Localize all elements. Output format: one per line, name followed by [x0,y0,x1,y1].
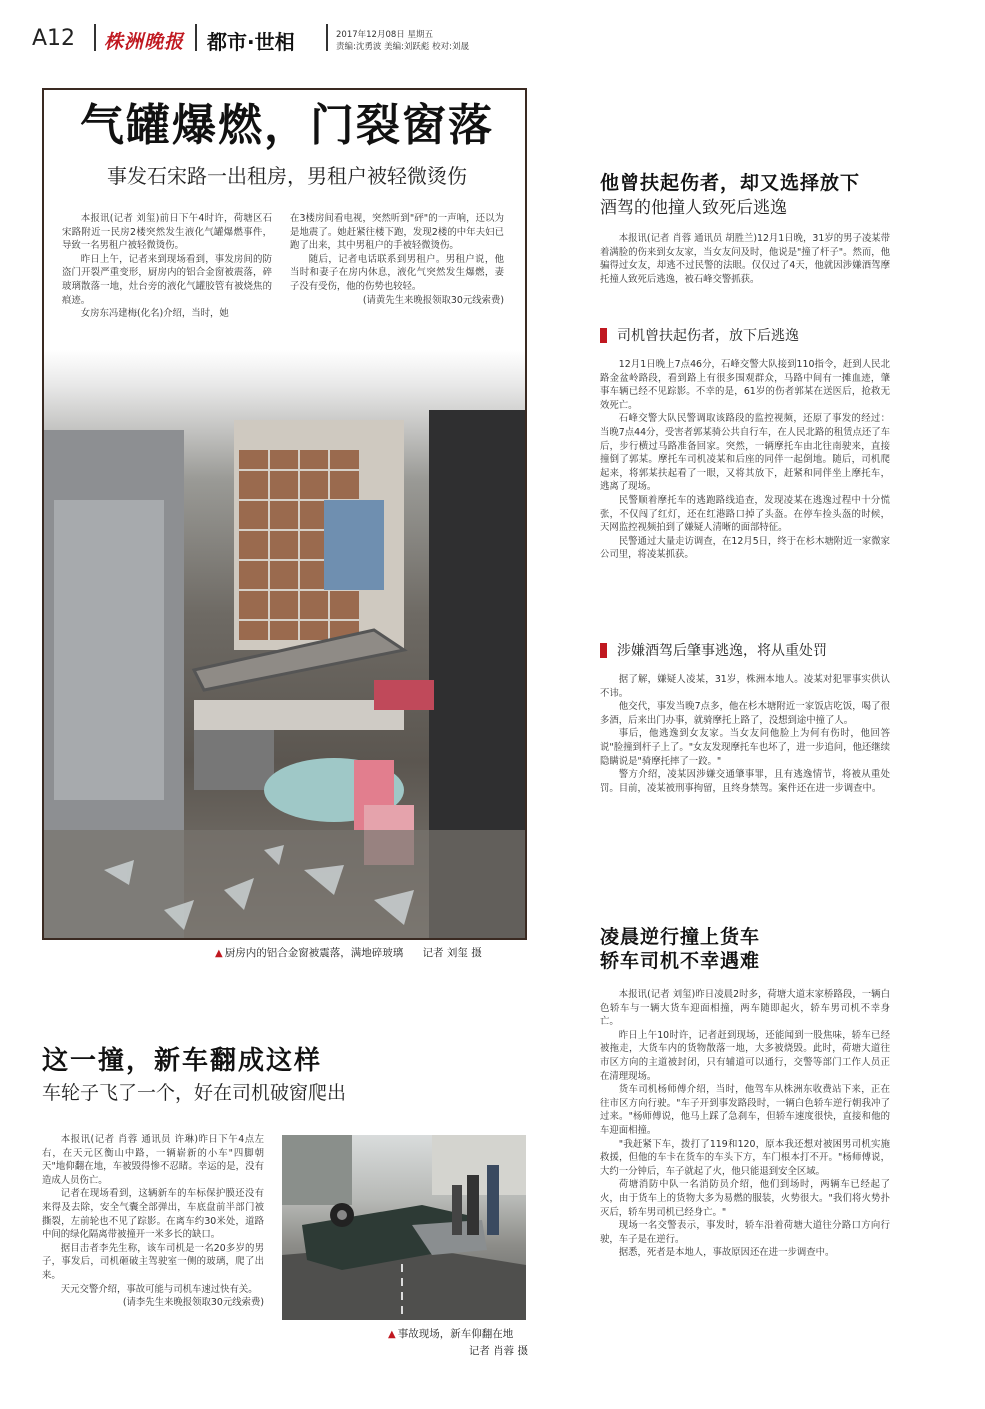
paragraph: 本报讯(记者 肖蓉 通讯员 胡胜兰)12月1日晚，31岁的男子凌某带着满脸的伤来到女友家，当女友问及时，他说是"撞了杆子"。然而，他骗得过女友，却逃不过民警的法眼。仅仅过了4天，他就因涉嫌酒驾摩托撞人致死后逃逸，被石峰交警抓获。 [600,233,890,285]
paragraph: 天元交警介绍，事故可能与司机车速过快有关。 [60,1283,258,1295]
paragraph: 货车司机杨师傅介绍，当时，他驾车从株洲东收费站下来，正在往市区方向行驶。"车子开到事发路段时，一辆白色轿车逆行朝我冲了过来。"杨师傅说，他马上踩了急刹车，但轿车速度很快，直接和他的车迎面相撞。 [600,1084,890,1136]
date-line: 2017年12月08日 星期五 [336,30,433,40]
subhead-text: 司机曾扶起伤者，放下后逃逸 [617,328,799,344]
story1-col1 [62,212,272,321]
paragraph: 事后，他逃逸到女友家。当女友问他脸上为何有伤时，他回答说"脸撞到杆子上了。"女友发现摩托车也坏了，进一步追问，他还继续隐瞒说是"骑摩托摔了一跤。" [600,728,890,767]
header-divider [94,24,96,51]
paragraph: 他交代，事发当晚7点多，他在杉木塘附近一家饭店吃饭，喝了很多酒，后来出门办事，就骑摩托上路了，没想到途中撞了人。 [600,701,890,726]
paper-logo: 株洲晚报 [104,31,185,53]
story2-subhead-2 [600,640,827,660]
story4-caption [388,1326,528,1358]
story2-section1 [600,358,890,562]
header-divider [195,24,197,51]
story3-body [600,988,890,1260]
story3-title-line1: 凌晨逆行撞上货车 [600,926,761,948]
paragraph: 民警通过大量走访调查，在12月5日，终于在杉木塘附近一家微家公司里，将凌某抓获。 [600,535,890,561]
story4-title: 这一撞，新车翻成这样 [42,1046,323,1076]
page-header [0,0,985,60]
paragraph: 据了解，嫌疑人凌某，31岁，株洲本地人。凌某对犯罪事实供认不讳。 [600,674,890,699]
paragraph: 石峰交警大队民警调取该路段的监控视频，还原了事发的经过：当晚7点44分，受害者郭某骑公共自行车，在人民北路的租赁点还了车后，步行横过马路准备回家。突然，一辆摩托车由北往南驶来，直接撞倒了郭某。摩托车司机凌某和后座的同伴一起倒地。随后，司机爬起来，将郭某扶起看了一眼，又将其放下，赶紧和同伴坐上摩托车，逃离了现场。 [600,413,890,493]
story4-subtitle: 车轮子飞了一个，好在司机破窗爬出 [42,1082,347,1104]
paragraph: (请李先生来晚报领取30元线索费) [122,1297,264,1309]
paragraph: 12月1日晚上7点46分，石峰交警大队接到110指令，赶到人民北路金盆岭路段，看到路上有很多围观群众，马路中间有一摊血迹，肇事车辆已经不见踪影。不幸的是，61岁的伤者郭某在送医后，抢救无效死亡。 [600,359,890,411]
story2-subtitle: 酒驾的他撞人致死后逃逸 [600,198,787,218]
kitchen-photo [44,350,525,938]
story1-col2 [290,212,504,307]
story2-subhead-1 [600,325,799,345]
page-number: A12 [32,26,76,51]
story3-title-line2: 轿车司机不幸遇难 [600,950,761,972]
story1-title: 气罐爆燃，门裂窗落 [80,100,494,151]
subhead-bar-icon [600,643,607,658]
paragraph: 据目击者李先生称，该车司机是一名20多岁的男子，事发后，司机砸破主驾驶室一侧的玻璃，爬了出来。 [42,1242,264,1281]
paragraph: 民警顺着摩托车的逃跑路线追查，发现凌某在逃逸过程中十分慌张，不仅闯了红灯，还在红港路口掉了头盔。在停车捡头盔的时候，天网监控视频拍到了嫌疑人清晰的面部特征。 [600,494,890,534]
paragraph: 警方介绍，凌某因涉嫌交通肇事罪，且有逃逸情节，将被从重处罚。目前，凌某被刑事拘留，且终身禁驾。案件还在进一步调查中。 [600,769,890,794]
photo-credit: 记者 肖蓉 摄 [468,1345,528,1357]
editor-line: 责编:沈勇波 美编:刘跃彪 校对:刘晟 [336,42,469,52]
paragraph: 荷塘消防中队一名消防员介绍，他们到场时，两辆车已经起了火，由于货车上的货物大多为易燃的服装，火势很大。"我们将火势扑灭后，轿车男司机已经身亡。" [600,1179,890,1218]
caption-text: 事故现场，新车仰翻在地 [397,1328,514,1340]
paragraph: 本报讯(记者 刘玺)前日下午4时许，荷塘区石宋路附近一民房2楼突然发生液化气罐爆燃事件，导致一名男租户被轻微烫伤。 [62,213,272,252]
car-photo-graphic [282,1135,526,1320]
paragraph: 本报讯(记者 肖蓉 通讯员 许琳)昨日下午4点左右，在天元区衡山中路，一辆崭新的小车"四脚朝天"地仰翻在地，车被毁得惨不忍睹。幸运的是，没有造成人员伤亡。 [42,1134,264,1186]
car-photo [282,1135,526,1320]
paragraph: 据悉，死者是本地人，事故原因还在进一步调查中。 [618,1247,835,1259]
subhead-bar-icon [600,328,607,343]
subhead-text: 涉嫌酒驾后肇事逃逸，将从重处罚 [617,643,827,659]
paragraph: 在3楼房间看电视，突然听到"砰"的一声响，还以为是地震了。她赶紧往楼下跑，发现2楼的中年夫妇已跑了出来，其中男租户的手被轻微烫伤。 [290,213,504,252]
story1-caption [215,945,482,960]
caption-triangle-icon: ▲ [215,948,223,959]
paragraph: 女房东冯建梅(化名)介绍，当时，她 [80,308,229,320]
kitchen-photo-graphic [44,350,525,938]
paragraph: 本报讯(记者 刘玺)昨日凌晨2时多，荷塘大道末家桥路段，一辆白色轿车与一辆大货车迎面相撞，两车随即起火，轿车男司机不幸身亡。 [600,989,890,1028]
section-name: 都市·世相 [207,30,295,54]
paragraph: "我赶紧下车，拨打了119和120，原本我还想对被困男司机实施救援，但他的车卡在货车的车头下方，车门根本打不开。"杨师傅说，大约一分钟后，车子就起了火，他只能退到安全区域。 [600,1138,890,1177]
paragraph: 记者在现场看到，这辆新车的车标保护膜还没有来得及去除，安全气囊全部弹出，车底盘前半部门被撕裂，左前轮也不见了踪影。在离车约30米处，道路中间的绿化隔离带被撞开一米多长的缺口。 [42,1188,264,1241]
photo-credit: 记者 刘玺 摄 [422,947,482,959]
story2-title: 他曾扶起伤者，却又选择放下 [600,172,861,194]
header-divider [326,24,328,51]
story1-subtitle: 事发石宋路一出租房，男租户被轻微烫伤 [107,164,467,188]
story2-lead [600,232,890,286]
caption-triangle-icon: ▲ [388,1329,396,1340]
paragraph: (请黄先生来晚报领取30元线索费) [362,294,504,306]
paragraph: 现场一名交警表示，事发时，轿车沿着荷塘大道往分路口方向行驶，车子是在逆行。 [600,1220,890,1245]
paragraph: 昨日上午10时许，记者赶到现场，还能闻到一股焦味，轿车已经被拖走，大货车内的货物散落一地，大多被烧毁。此时，荷塘大道往市区方向的主道被封闭，只有辅道可以通行，交警等部门工作人员正在清理现场。 [600,1029,890,1082]
story4-body [42,1133,264,1310]
story2-section2 [600,673,890,795]
paragraph: 昨日上午，记者来到现场看到，事发房间的防盗门开裂严重变形，厨房内的铝合金窗被震落，碎玻璃散落一地，灶台旁的液化气罐胶管有被烧焦的痕迹。 [62,253,272,306]
caption-text: 厨房内的铝合金窗被震落，满地碎玻璃 [224,947,404,959]
paragraph: 随后，记者电话联系到男租户。男租户说，他当时和妻子在房内休息，液化气突然发生爆燃，妻子没有受伤，他的伤势也较轻。 [290,253,504,292]
